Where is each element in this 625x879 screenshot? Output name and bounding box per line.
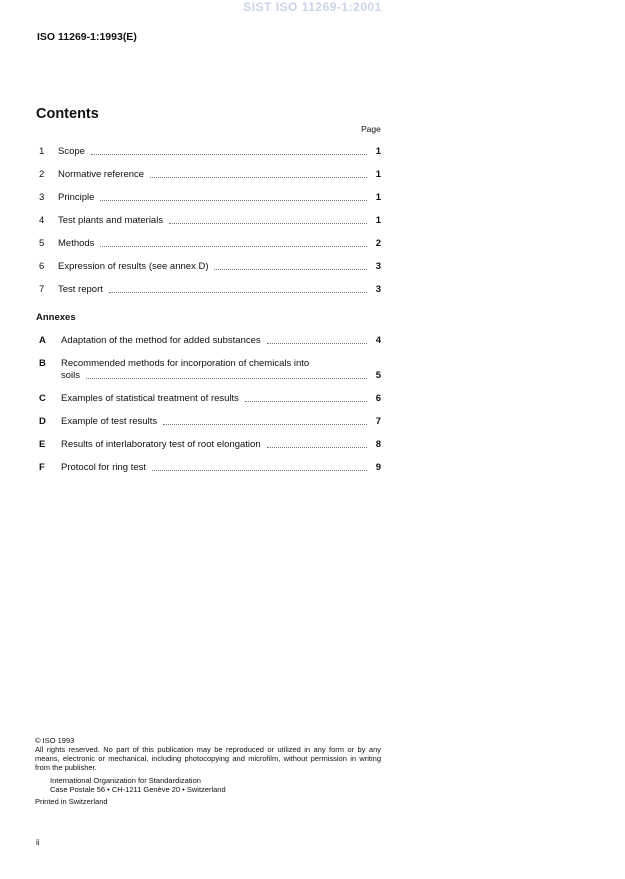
page-title: Contents	[36, 106, 99, 122]
toc-item-title: Methods	[58, 238, 95, 249]
document-watermark: SIST ISO 11269-1:2001	[243, 0, 382, 14]
toc-item-title: Test report	[58, 284, 103, 295]
publisher-name: International Organization for Standardization	[50, 776, 201, 785]
annex-title: Results of interlaboratory test of root elongation	[61, 439, 261, 450]
annex-letter: B	[39, 358, 46, 369]
annex-title: Adaptation of the method for added substances	[61, 335, 261, 346]
toc-item-page: 1	[375, 215, 381, 226]
printed-location: Printed in Switzerland	[35, 797, 108, 806]
annex-title: Examples of statistical treatment of results	[61, 393, 239, 404]
leader-dots	[245, 400, 367, 402]
page-number: ii	[36, 838, 40, 847]
annex-page: 8	[375, 439, 381, 450]
toc-item-title: Normative reference	[58, 169, 145, 180]
annex-page: 7	[375, 416, 381, 427]
annex-page: 5	[375, 370, 381, 381]
toc-item-test-plants[interactable]	[39, 215, 381, 226]
leader-dots	[163, 423, 367, 425]
toc-item-number: 6	[39, 261, 45, 272]
annex-title: Protocol for ring test	[61, 462, 147, 473]
standard-identifier: ISO 11269-1:1993(E)	[37, 31, 137, 43]
toc-item-number: 5	[39, 238, 45, 249]
leader-dots	[150, 176, 367, 178]
annex-page: 4	[375, 335, 381, 346]
annex-page: 6	[375, 393, 381, 404]
annex-title-line1: Recommended methods for incorporation of chemicals into	[61, 358, 310, 369]
page-column-label: Page	[361, 124, 381, 134]
toc-item-title: Scope	[58, 146, 85, 157]
annex-letter: D	[39, 416, 46, 427]
annex-page: 9	[375, 462, 381, 473]
toc-item-title: Principle	[58, 192, 95, 203]
toc-item-number: 3	[39, 192, 45, 203]
leader-dots	[100, 245, 367, 247]
toc-item-normative-reference[interactable]	[39, 169, 381, 180]
leader-dots	[100, 199, 367, 201]
toc-item-principle[interactable]	[39, 192, 381, 203]
toc-item-title: Expression of results (see annex D)	[58, 261, 209, 272]
toc-item-number: 1	[39, 146, 45, 157]
leader-dots	[91, 153, 367, 155]
leader-dots	[267, 446, 367, 448]
annex-item-e[interactable]	[39, 439, 381, 450]
annex-letter: A	[39, 335, 46, 346]
annex-title: Example of test results	[61, 416, 158, 427]
toc-item-page: 3	[375, 284, 381, 295]
copyright-notice: © ISO 1993	[35, 736, 75, 745]
toc-item-methods[interactable]	[39, 238, 381, 249]
annex-title-continuation	[61, 370, 381, 381]
annex-item-f[interactable]	[39, 462, 381, 473]
annex-title-line2: soils	[61, 370, 81, 381]
toc-item-scope[interactable]	[39, 146, 381, 157]
toc-item-page: 3	[375, 261, 381, 272]
publisher-postal-address: Case Postale 56 • CH-1211 Genève 20 • Switzerland	[50, 785, 226, 794]
leader-dots	[109, 291, 367, 293]
leader-dots	[267, 342, 367, 344]
publisher-address	[50, 776, 396, 794]
annex-letter: C	[39, 393, 46, 404]
leader-dots	[86, 377, 367, 379]
leader-dots	[169, 222, 367, 224]
leader-dots	[152, 469, 367, 471]
toc-item-page: 1	[375, 169, 381, 180]
toc-item-page: 1	[375, 192, 381, 203]
toc-item-number: 2	[39, 169, 45, 180]
annex-item-d[interactable]	[39, 416, 381, 427]
annex-item-a[interactable]	[39, 335, 381, 346]
toc-item-number: 7	[39, 284, 45, 295]
toc-item-title: Test plants and materials	[58, 215, 164, 226]
leader-dots	[214, 268, 367, 270]
toc-item-test-report[interactable]	[39, 284, 381, 295]
annex-item-c[interactable]	[39, 393, 381, 404]
toc-item-page: 2	[375, 238, 381, 249]
toc-item-page: 1	[375, 146, 381, 157]
toc-item-expression-of-results[interactable]	[39, 261, 381, 272]
rights-statement: All rights reserved. No part of this publication may be reproduced or utilized in any form or by any means, electronic or mechanical, including photocopying and microfilm, without permission in writing from the publisher.	[35, 745, 381, 772]
annexes-heading: Annexes	[36, 312, 76, 323]
toc-item-number: 4	[39, 215, 45, 226]
annex-letter: E	[39, 439, 46, 450]
annex-letter: F	[39, 462, 45, 473]
